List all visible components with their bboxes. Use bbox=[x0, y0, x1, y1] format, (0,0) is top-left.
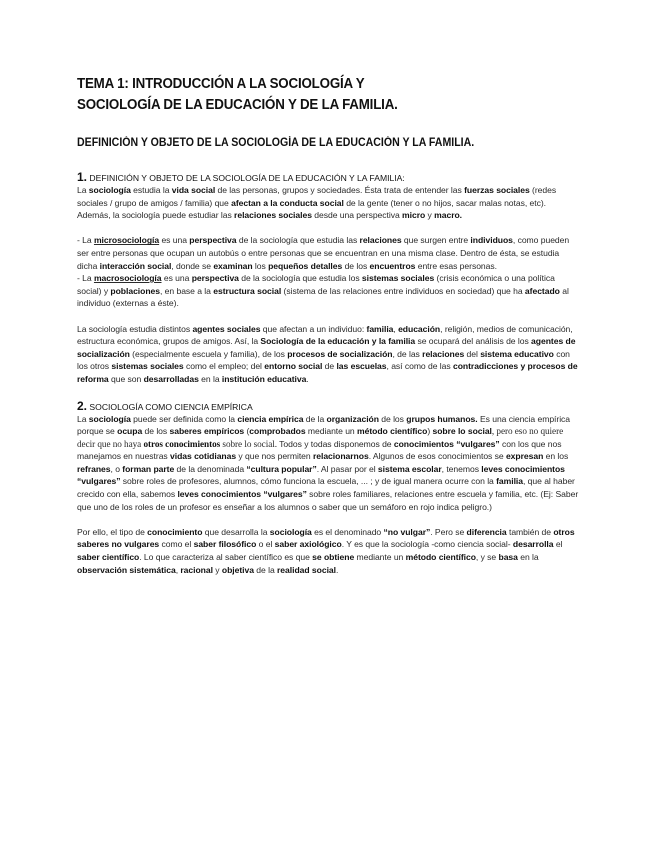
text-run: perspectiva bbox=[189, 235, 237, 246]
section-2-paragraph-1 bbox=[77, 413, 579, 514]
section-1-paragraph-4 bbox=[77, 323, 579, 386]
section-2-paragraph-2 bbox=[77, 526, 579, 576]
text-run: que son bbox=[108, 373, 144, 384]
section-1-title: DEFINICIÓN Y OBJETO DE LA SOCIOLOGÍA DE LA EDUCACIÓN Y LA FAMILIA: bbox=[89, 173, 405, 183]
text-run: y que nos permiten bbox=[236, 451, 313, 462]
text-run: Es una ciencia empírica porque se bbox=[77, 413, 571, 437]
text-run: (sistema de las relaciones entre individuos en sociedad) que ha bbox=[281, 285, 525, 296]
text-run: - La bbox=[77, 273, 94, 284]
text-run: . Algunos de esos conocimientos se bbox=[368, 451, 506, 462]
text-run: entre esas personas. bbox=[415, 260, 497, 271]
text-run: afectado bbox=[524, 285, 560, 296]
section-1-paragraph-3 bbox=[77, 272, 579, 310]
text-run: sociología bbox=[269, 526, 312, 537]
text-run: , religión, medios de comunicación, estructura económica, grupos de amigos. Así, la bbox=[77, 323, 573, 347]
text-run: sociología bbox=[88, 185, 131, 195]
text-run: relaciones bbox=[422, 348, 465, 359]
text-run: que afectan a un individuo: bbox=[260, 323, 367, 334]
section-2-heading bbox=[77, 400, 579, 413]
text-run: con los que nos manejamos en nuestras bbox=[77, 438, 562, 462]
text-run: . bbox=[335, 564, 339, 575]
text-run: La sociología estudia distintos bbox=[77, 323, 193, 334]
text-run: saberes empíricos bbox=[169, 426, 245, 437]
text-run: y bbox=[212, 564, 222, 575]
text-run: afectan a la conducta social bbox=[231, 197, 344, 208]
text-run: individuos bbox=[470, 235, 513, 246]
text-run: de los bbox=[378, 413, 407, 424]
text-run: ocupa bbox=[117, 426, 143, 437]
text-run: y bbox=[425, 210, 435, 221]
text-run: es una bbox=[159, 235, 190, 246]
text-run: vidas cotidianas bbox=[170, 451, 237, 462]
text-run: leves conocimientos “vulgares” bbox=[77, 463, 565, 487]
text-run: poblaciones bbox=[110, 285, 160, 296]
text-run: comprobados bbox=[249, 426, 306, 437]
text-run: observación sistemática bbox=[77, 564, 176, 575]
text-run: examinan bbox=[213, 260, 253, 271]
text-run: familia bbox=[366, 323, 394, 334]
text-run: . Pero se bbox=[430, 526, 467, 537]
text-run: con los otros bbox=[77, 348, 570, 372]
text-run: microsociología bbox=[93, 235, 160, 246]
text-run: sobre roles de profesores, alumnos, cómo funciona la escuela, ... ; y de igual manera ocurre con la bbox=[120, 476, 497, 487]
text-run: forman parte bbox=[122, 463, 175, 474]
text-run: . Al pasar por el bbox=[316, 463, 378, 474]
text-run: La bbox=[77, 185, 89, 195]
text-run: micro bbox=[402, 210, 426, 221]
text-run: entorno social bbox=[264, 361, 323, 372]
title-line-2: SOCIOLOGÍA DE LA EDUCACIÓN Y DE LA FAMILIA. bbox=[77, 97, 398, 113]
section-2-title: SOCIOLOGÍA COMO CIENCIA EMPÍRICA bbox=[89, 401, 253, 412]
text-run: el bbox=[553, 539, 563, 550]
text-run: sistema escolar bbox=[377, 463, 442, 474]
text-run: (especialmente escuela y familia), de los bbox=[129, 348, 288, 359]
text-run: de la bbox=[253, 564, 278, 575]
text-run: Todos y todas disponemos de bbox=[277, 438, 394, 449]
text-run: organización bbox=[326, 413, 379, 424]
text-run: , bbox=[175, 564, 181, 575]
text-run: . bbox=[306, 373, 309, 384]
text-run: - La bbox=[77, 235, 94, 246]
text-run: basa bbox=[498, 552, 518, 563]
text-run: estructura social bbox=[213, 285, 282, 296]
text-run: educación bbox=[398, 323, 441, 334]
text-run: (crisis económica o una política social) y bbox=[77, 273, 555, 296]
text-run: en la bbox=[517, 552, 539, 563]
text-run: relaciones bbox=[359, 235, 402, 246]
text-run: macro. bbox=[434, 210, 463, 221]
text-run: vida social bbox=[171, 185, 216, 195]
text-run: conocimiento bbox=[147, 526, 203, 537]
text-run: de las personas, grupos y sociedades. Ésta trata de entender las bbox=[215, 185, 465, 195]
text-run: Sociología de la educación y la familia bbox=[260, 336, 416, 347]
section-1-paragraph-1 bbox=[77, 184, 579, 222]
text-run: saber axiológico bbox=[274, 539, 342, 550]
text-run: . Lo que caracteriza al saber científico es que bbox=[139, 552, 313, 563]
text-run: , donde se bbox=[171, 260, 214, 271]
text-run: otros saberes no vulgares bbox=[77, 526, 575, 550]
text-run: relacionarnos bbox=[312, 451, 369, 462]
text-run: también de bbox=[506, 526, 554, 537]
text-run: diferencia bbox=[466, 526, 507, 537]
text-run: ciencia empírica bbox=[237, 413, 304, 424]
text-run: se obtiene bbox=[312, 552, 355, 563]
text-run: desde una perspectiva bbox=[311, 210, 403, 221]
text-run: al individuo (externas a éste). bbox=[77, 285, 569, 309]
text-run: de la bbox=[303, 413, 327, 424]
text-run: contradicciones y procesos de reforma bbox=[77, 361, 578, 384]
text-run: de la sociología que estudia las bbox=[236, 235, 360, 246]
text-run: método científico bbox=[357, 426, 428, 437]
text-run: como el bbox=[159, 539, 194, 550]
section-2-number: 2. bbox=[77, 398, 88, 413]
text-run: , bbox=[393, 323, 399, 334]
text-run: interacción social bbox=[99, 260, 172, 271]
text-run: sistema educativo bbox=[480, 348, 554, 359]
text-run: “cultura popular” bbox=[246, 463, 317, 474]
text-run: ( bbox=[244, 426, 250, 437]
text-run: las escuelas bbox=[336, 361, 387, 372]
title-line-1: TEMA 1: INTRODUCCIÓN A LA SOCIOLOGÍA Y bbox=[77, 76, 365, 92]
text-run: saber científico bbox=[77, 552, 140, 563]
text-run: sobre lo social bbox=[432, 426, 492, 437]
section-1-paragraph-2 bbox=[77, 234, 579, 272]
text-run: La bbox=[77, 413, 89, 424]
text-run: de la gente (tener o no hijos, sacar malas notas, etc). Además, la sociología puede estudiar las bbox=[77, 197, 546, 221]
text-run: agentes de socialización bbox=[77, 336, 576, 359]
text-run: leves conocimientos “vulgares” bbox=[177, 489, 307, 500]
text-run: puede ser definida como la bbox=[130, 413, 238, 424]
text-run: realidad social bbox=[277, 564, 336, 575]
text-run: sistemas sociales bbox=[361, 273, 435, 284]
text-run: en la bbox=[198, 373, 222, 384]
text-run: de los bbox=[342, 260, 370, 271]
text-run: familia bbox=[496, 476, 523, 487]
text-run: mediante un bbox=[305, 426, 358, 437]
text-run: (redes sociales / grupo de amigos / familia) que bbox=[77, 185, 557, 208]
text-run: del bbox=[464, 348, 481, 359]
text-run: , tenemos bbox=[441, 463, 482, 474]
text-run: Por ello, el tipo de bbox=[77, 526, 148, 537]
text-run: sobre lo social. bbox=[220, 438, 277, 449]
text-run: es una bbox=[161, 273, 192, 284]
text-run: expresan bbox=[505, 451, 544, 462]
text-run: institución educativa bbox=[221, 373, 307, 384]
text-run: , o bbox=[110, 463, 123, 474]
section-1-heading bbox=[77, 171, 579, 184]
text-run: ) bbox=[427, 426, 433, 437]
text-run: procesos de socialización bbox=[287, 348, 393, 359]
text-run: saber filosófico bbox=[193, 539, 257, 550]
text-run: perspectiva bbox=[191, 273, 239, 284]
text-run: , y se bbox=[475, 552, 499, 563]
text-run: que desarrolla la bbox=[202, 526, 270, 537]
text-run: de la sociología que estudia los bbox=[238, 273, 362, 284]
text-run: “no vulgar” bbox=[383, 526, 431, 537]
text-run: los bbox=[252, 260, 269, 271]
text-run: refranes bbox=[77, 463, 111, 474]
text-run: racional bbox=[180, 564, 213, 575]
text-run: en los bbox=[543, 451, 569, 462]
text-run: o el bbox=[256, 539, 275, 550]
text-run: otros conocimientos bbox=[143, 438, 221, 449]
text-run: método científico bbox=[405, 552, 476, 563]
text-run: , en base a la bbox=[160, 285, 214, 296]
text-run: desarrolladas bbox=[143, 373, 199, 384]
text-run: grupos humanos. bbox=[406, 413, 478, 424]
text-run: encuentros bbox=[369, 260, 416, 271]
text-run: , así como de las bbox=[386, 361, 453, 372]
text-run: sociología bbox=[88, 413, 131, 424]
text-run: de los bbox=[142, 426, 170, 437]
text-run: pequeños detalles bbox=[268, 260, 343, 271]
text-run: fuerzas sociales bbox=[464, 185, 530, 195]
text-run: sobre roles familiares, relaciones entre escuela y familia, etc. (Ej: Saber que uno de los roles de un profesor es enseñar a los alumnos o saber que un semáforo en rojo indica peligro.) bbox=[77, 489, 579, 512]
text-run: mediante un bbox=[354, 552, 406, 563]
text-run: de la denominada bbox=[174, 463, 247, 474]
text-run: , de las bbox=[392, 348, 423, 359]
definition-heading: DEFINICIÓN Y OBJETO DE LA SOCIOLOGÍA DE LA EDUCACIÓN Y LA FAMILIA. bbox=[77, 137, 475, 149]
text-run: que surgen entre bbox=[401, 235, 471, 246]
text-run: de bbox=[322, 361, 337, 372]
text-run: objetiva bbox=[221, 564, 254, 575]
text-run: estudia la bbox=[130, 185, 172, 195]
page-title bbox=[77, 74, 539, 116]
text-run: desarrolla bbox=[512, 539, 554, 550]
text-run: relaciones sociales bbox=[234, 210, 312, 221]
text-run: , que al haber crecido con ella, sabemos bbox=[77, 476, 575, 500]
section-1-number: 1. bbox=[77, 170, 88, 184]
text-run: se ocupará del análisis de los bbox=[415, 336, 532, 347]
text-run: agentes sociales bbox=[192, 323, 261, 334]
text-run: como el empleo; del bbox=[183, 361, 265, 372]
text-run: sistemas sociales bbox=[111, 361, 184, 372]
text-run: , como pueden ser entre personas que ocupan un autobús o entre personas que se encuentran en una misma clase. Dentro de ésta, se estudia dicha bbox=[77, 235, 570, 271]
text-run: . Y es que la sociología -como ciencia social- bbox=[341, 539, 513, 550]
text-run: macrosociología bbox=[93, 273, 162, 284]
text-run: conocimientos “vulgares” bbox=[393, 438, 500, 449]
text-run: , pero eso no quiere decir que no haya bbox=[77, 426, 564, 449]
text-run: es el denominado bbox=[311, 526, 384, 537]
